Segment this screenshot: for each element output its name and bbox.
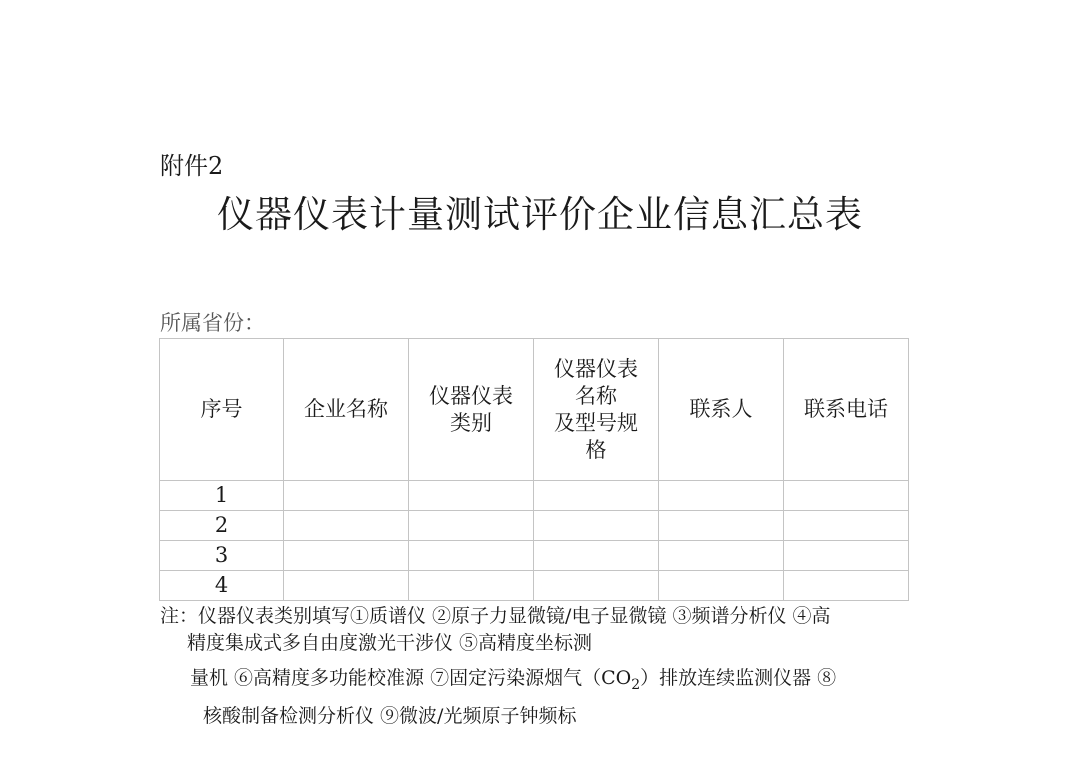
header-company-name [284,339,409,481]
name-model-cell [534,481,659,511]
category-cell [409,481,534,511]
table-header-row [160,339,909,481]
note-line: 注：仪器仪表类别填写①质谱仪 ②原子力显微镜/电子显微镜 ③频谱分析仪 ④高 [160,605,831,627]
header-line: 序号 [200,397,243,421]
header-line: 仪器仪表 [554,356,638,381]
header-line: 仪器仪表 [429,383,513,408]
table-row [160,571,909,601]
table-row [160,511,909,541]
company-name-cell [284,511,409,541]
contact-cell [659,541,784,571]
contact-cell [659,481,784,511]
header-instrument-name-model [534,339,659,481]
company-name-cell [284,481,409,511]
company-name-cell [284,571,409,601]
header-contact-phone [784,339,909,481]
phone-cell [784,511,909,541]
category-cell [409,511,534,541]
province-label: 所属省份： [160,311,265,335]
table-row [160,541,909,571]
row-number: 3 [160,541,284,571]
phone-cell [784,571,909,601]
note-text: 量机 ⑥高精度多功能校准源 ⑦固定污染源烟气（CO [190,667,632,689]
enterprise-info-table [159,338,909,601]
note-line: 精度集成式多自由度激光干涉仪 ⑤高精度坐标测 [187,632,593,654]
header-instrument-category [409,339,534,481]
name-model-cell [534,571,659,601]
note-text: ）排放连续监测仪器 ⑧ [640,667,837,689]
row-number: 4 [160,571,284,601]
category-cell [409,541,534,571]
company-name-cell [284,541,409,571]
header-serial-number [160,339,284,481]
contact-cell [659,511,784,541]
header-line: 联系电话 [804,397,888,421]
category-cell [409,571,534,601]
header-line: 名称 [575,383,617,408]
header-line: 企业名称 [304,397,388,421]
name-model-cell [534,541,659,571]
header-line: 联系人 [689,397,753,421]
name-model-cell [534,511,659,541]
phone-cell [784,541,909,571]
note-line [190,666,836,697]
page-title: 仪器仪表计量测试评价企业信息汇总表 [217,193,863,236]
header-line: 及型号规 [554,410,638,435]
note-line: 核酸制备检测分析仪 ⑨微波/光频原子钟频标 [203,705,577,727]
phone-cell [784,481,909,511]
header-contact-person [659,339,784,481]
table-row [160,481,909,511]
header-line: 类别 [450,410,492,435]
contact-cell [659,571,784,601]
row-number: 2 [160,511,284,541]
attachment-label: 附件2 [160,152,224,180]
header-line: 格 [585,437,607,462]
row-number: 1 [160,481,284,511]
co2-subscript: 2 [631,676,641,693]
